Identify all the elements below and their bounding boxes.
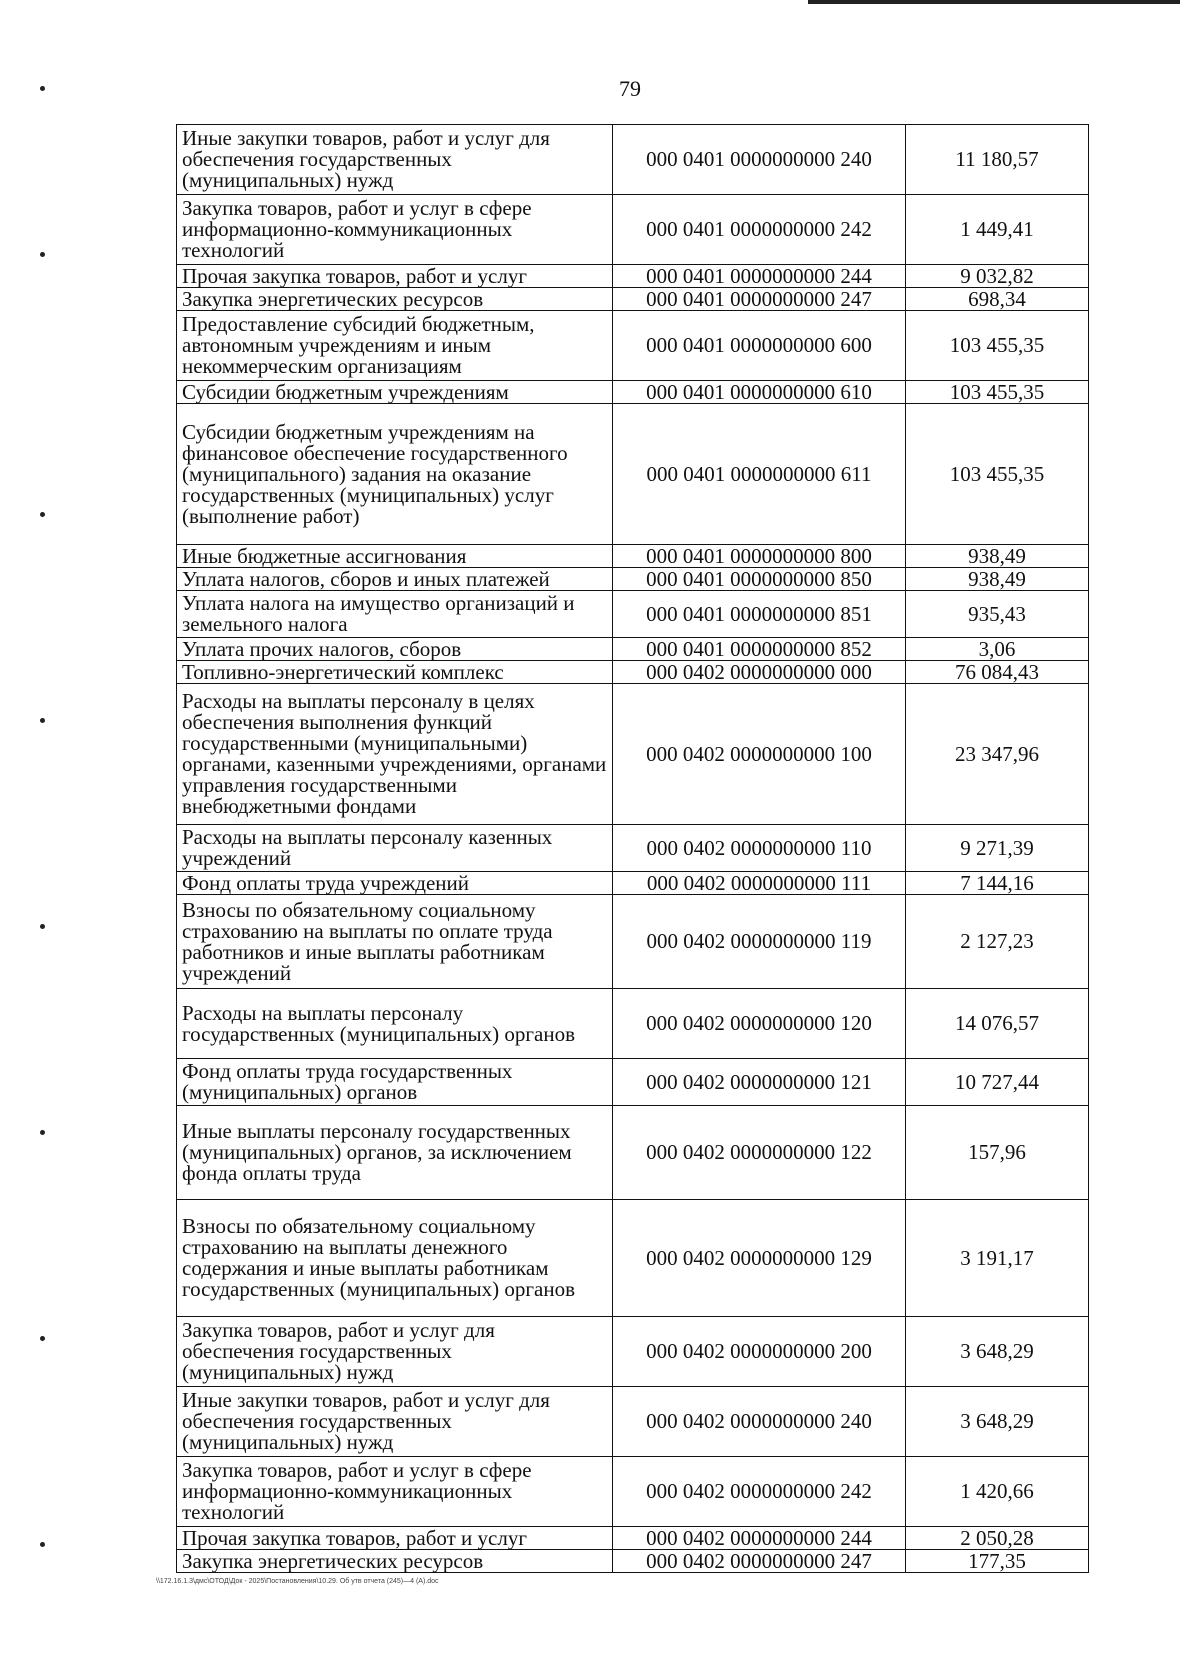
table-row bbox=[177, 1387, 1089, 1457]
expense-name: Уплата налогов, сборов и иных платежей bbox=[177, 568, 613, 591]
expense-name: Иные бюджетные ассигнования bbox=[177, 545, 613, 568]
table-row bbox=[177, 684, 1089, 825]
expense-name: Взносы по обязательному социальному страхованию на выплаты денежного содержания и иные выплаты работникам государственных (муниципальных) органов bbox=[177, 1200, 613, 1317]
budget-code: 000 0402 0000000000 240 bbox=[613, 1387, 906, 1457]
expense-name: Фонд оплаты труда учреждений bbox=[177, 872, 613, 895]
table-row bbox=[177, 195, 1089, 265]
amount: 3 191,17 bbox=[906, 1200, 1089, 1317]
budget-code: 000 0401 0000000000 611 bbox=[613, 404, 906, 545]
margin-dot bbox=[40, 512, 45, 517]
table-row bbox=[177, 545, 1089, 568]
amount: 935,43 bbox=[906, 591, 1089, 638]
margin-dot bbox=[40, 86, 45, 91]
expense-name: Взносы по обязательному социальному страхованию на выплаты по оплате труда работников и иные выплаты работникам учреждений bbox=[177, 895, 613, 989]
top-rule bbox=[808, 0, 1180, 4]
expense-name: Фонд оплаты труда государственных (муниципальных) органов bbox=[177, 1059, 613, 1106]
table-row bbox=[177, 1200, 1089, 1317]
amount: 7 144,16 bbox=[906, 872, 1089, 895]
budget-code: 000 0402 0000000000 242 bbox=[613, 1457, 906, 1527]
amount: 1 420,66 bbox=[906, 1457, 1089, 1527]
expense-name: Иные выплаты персоналу государственных (муниципальных) органов, за исключением фонда оплаты труда bbox=[177, 1106, 613, 1200]
table-row bbox=[177, 825, 1089, 872]
budget-code: 000 0402 0000000000 247 bbox=[613, 1550, 906, 1573]
amount: 177,35 bbox=[906, 1550, 1089, 1573]
budget-code: 000 0402 0000000000 121 bbox=[613, 1059, 906, 1106]
budget-code: 000 0401 0000000000 244 bbox=[613, 265, 906, 288]
amount: 103 455,35 bbox=[906, 311, 1089, 381]
amount: 938,49 bbox=[906, 545, 1089, 568]
table-row bbox=[177, 311, 1089, 381]
budget-code: 000 0401 0000000000 850 bbox=[613, 568, 906, 591]
page-number: 79 bbox=[619, 76, 641, 101]
expense-name: Закупка товаров, работ и услуг в сфере информационно-коммуникационных технологий bbox=[177, 195, 613, 265]
budget-code: 000 0401 0000000000 240 bbox=[613, 125, 906, 195]
budget-code: 000 0401 0000000000 800 bbox=[613, 545, 906, 568]
margin-dot bbox=[40, 1130, 45, 1135]
budget-code: 000 0402 0000000000 111 bbox=[613, 872, 906, 895]
budget-table bbox=[176, 124, 1089, 1573]
expense-name: Закупка энергетических ресурсов bbox=[177, 1550, 613, 1573]
budget-code: 000 0401 0000000000 852 bbox=[613, 638, 906, 661]
table-row bbox=[177, 381, 1089, 404]
amount: 938,49 bbox=[906, 568, 1089, 591]
expense-name: Иные закупки товаров, работ и услуг для обеспечения государственных (муниципальных) нужд bbox=[177, 125, 613, 195]
amount: 103 455,35 bbox=[906, 404, 1089, 545]
expense-name: Расходы на выплаты персоналу казенных учреждений bbox=[177, 825, 613, 872]
expense-name: Расходы на выплаты персоналу государственных (муниципальных) органов bbox=[177, 989, 613, 1059]
expense-name: Закупка энергетических ресурсов bbox=[177, 288, 613, 311]
amount: 3 648,29 bbox=[906, 1387, 1089, 1457]
expense-name: Уплата налога на имущество организаций и земельного налога bbox=[177, 591, 613, 638]
expense-name: Субсидии бюджетным учреждениям bbox=[177, 381, 613, 404]
expense-name: Расходы на выплаты персоналу в целях обеспечения выполнения функций государственными (муниципальными) органами, казенными учреждениями, органами управления государственными внебюджетными фондами bbox=[177, 684, 613, 825]
table-row bbox=[177, 1317, 1089, 1387]
budget-code: 000 0402 0000000000 120 bbox=[613, 989, 906, 1059]
file-path-footer: \\172.16.1.3\дмс\ОТОД\Док - 2025\Постановления\10.29. Об утв отчета (245)—4 (A).doc bbox=[156, 1578, 439, 1585]
budget-code: 000 0401 0000000000 242 bbox=[613, 195, 906, 265]
amount: 157,96 bbox=[906, 1106, 1089, 1200]
budget-code: 000 0402 0000000000 119 bbox=[613, 895, 906, 989]
amount: 10 727,44 bbox=[906, 1059, 1089, 1106]
table-row bbox=[177, 265, 1089, 288]
expense-name: Топливно-энергетический комплекс bbox=[177, 661, 613, 684]
budget-code: 000 0402 0000000000 110 bbox=[613, 825, 906, 872]
table-row bbox=[177, 1059, 1089, 1106]
amount: 3 648,29 bbox=[906, 1317, 1089, 1387]
budget-code: 000 0401 0000000000 600 bbox=[613, 311, 906, 381]
expense-name: Уплата прочих налогов, сборов bbox=[177, 638, 613, 661]
budget-code: 000 0402 0000000000 100 bbox=[613, 684, 906, 825]
expense-name: Предоставление субсидий бюджетным, автономным учреждениям и иным некоммерческим организациям bbox=[177, 311, 613, 381]
amount: 3,06 bbox=[906, 638, 1089, 661]
margin-dot bbox=[40, 1542, 45, 1547]
table-row bbox=[177, 568, 1089, 591]
table-row bbox=[177, 661, 1089, 684]
amount: 11 180,57 bbox=[906, 125, 1089, 195]
table-row bbox=[177, 989, 1089, 1059]
table-row bbox=[177, 1527, 1089, 1550]
budget-code: 000 0402 0000000000 200 bbox=[613, 1317, 906, 1387]
amount: 14 076,57 bbox=[906, 989, 1089, 1059]
table-row bbox=[177, 1457, 1089, 1527]
table-row bbox=[177, 125, 1089, 195]
table-row bbox=[177, 872, 1089, 895]
budget-code: 000 0402 0000000000 000 bbox=[613, 661, 906, 684]
margin-dot bbox=[40, 1336, 45, 1341]
budget-code: 000 0402 0000000000 244 bbox=[613, 1527, 906, 1550]
amount: 76 084,43 bbox=[906, 661, 1089, 684]
expense-name: Прочая закупка товаров, работ и услуг bbox=[177, 265, 613, 288]
budget-code: 000 0401 0000000000 247 bbox=[613, 288, 906, 311]
amount: 2 050,28 bbox=[906, 1527, 1089, 1550]
amount: 2 127,23 bbox=[906, 895, 1089, 989]
table-row bbox=[177, 895, 1089, 989]
budget-code: 000 0401 0000000000 610 bbox=[613, 381, 906, 404]
amount: 698,34 bbox=[906, 288, 1089, 311]
expense-name: Закупка товаров, работ и услуг для обеспечения государственных (муниципальных) нужд bbox=[177, 1317, 613, 1387]
amount: 23 347,96 bbox=[906, 684, 1089, 825]
budget-code: 000 0402 0000000000 122 bbox=[613, 1106, 906, 1200]
table-row bbox=[177, 404, 1089, 545]
margin-dot bbox=[40, 252, 45, 257]
budget-code: 000 0402 0000000000 129 bbox=[613, 1200, 906, 1317]
table-row bbox=[177, 591, 1089, 638]
expense-name: Закупка товаров, работ и услуг в сфере информационно-коммуникационных технологий bbox=[177, 1457, 613, 1527]
table-row bbox=[177, 1106, 1089, 1200]
amount: 9 032,82 bbox=[906, 265, 1089, 288]
table-row bbox=[177, 288, 1089, 311]
table-row bbox=[177, 1550, 1089, 1573]
amount: 103 455,35 bbox=[906, 381, 1089, 404]
expense-name: Субсидии бюджетным учреждениям на финансовое обеспечение государственного (муниципального) задания на оказание государственных (муниципальных) услуг (выполнение работ) bbox=[177, 404, 613, 545]
margin-dot bbox=[40, 718, 45, 723]
amount: 1 449,41 bbox=[906, 195, 1089, 265]
table-row bbox=[177, 638, 1089, 661]
budget-code: 000 0401 0000000000 851 bbox=[613, 591, 906, 638]
expense-name: Иные закупки товаров, работ и услуг для обеспечения государственных (муниципальных) нужд bbox=[177, 1387, 613, 1457]
margin-dot bbox=[40, 924, 45, 929]
expense-name: Прочая закупка товаров, работ и услуг bbox=[177, 1527, 613, 1550]
amount: 9 271,39 bbox=[906, 825, 1089, 872]
